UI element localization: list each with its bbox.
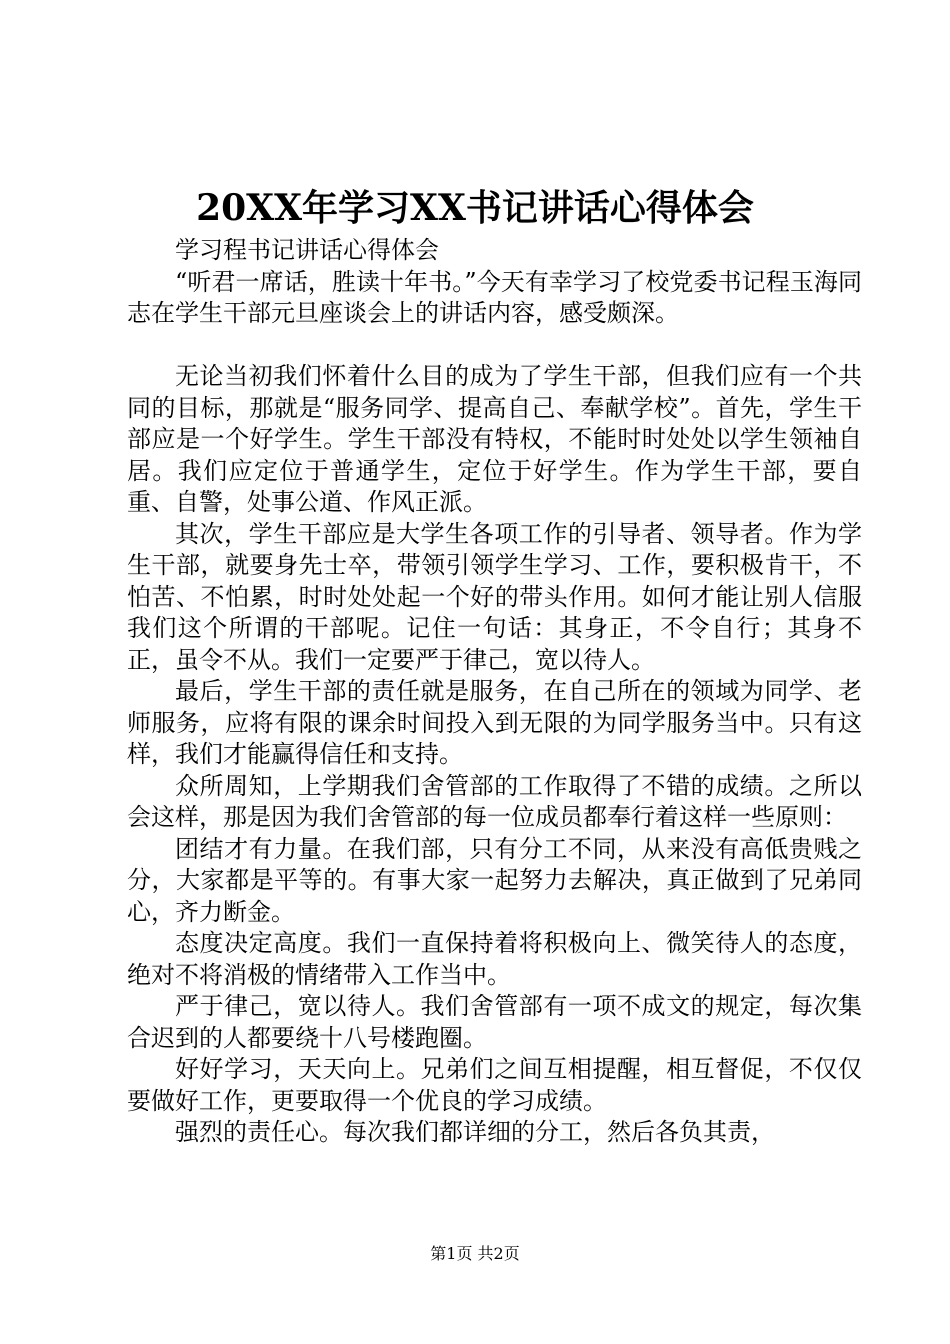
paragraph-intro: “听君一席话，胜读十年书。”今天有幸学习了校党委书记程玉海同志在学生干部元旦座谈会上的讲话内容，感受颇深。	[127, 267, 862, 327]
paragraph: 最后，学生干部的责任就是服务，在自己所在的领域为同学、老师服务，应将有限的课余时间投入到无限的为同学服务当中。只有这样，我们才能赢得信任和支持。	[127, 677, 862, 768]
document-title: 20XX年学习XX书记讲话心得体会	[196, 187, 754, 229]
paragraph: 无论当初我们怀着什么目的成为了学生干部，但我们应有一个共同的目标，那就是“服务同学、提高自己、奉献学校”。首先，学生干部应是一个好学生。学生干部没有特权，不能时时处处以学生领袖自居。我们应定位于普通学生，定位于好学生。作为学生干部，要自重、自警，处事公道、作风正派。	[127, 362, 862, 516]
paragraph: 严于律己，宽以待人。我们舍管部有一项不成文的规定，每次集合迟到的人都要绕十八号楼跑圈。	[127, 992, 862, 1052]
paragraph: 众所周知，上学期我们舍管部的工作取得了不错的成绩。之所以会这样，那是因为我们舍管部的每一位成员都奉行着这样一些原则：	[127, 771, 862, 831]
paragraph: 强烈的责任心。每次我们都详细的分工，然后各负其责，	[175, 1118, 775, 1146]
paragraph: 好好学习，天天向上。兄弟们之间互相提醒，相互督促，不仅仅要做好工作，更要取得一个优良的学习成绩。	[127, 1055, 862, 1115]
paragraph: 其次，学生干部应是大学生各项工作的引导者、领导者。作为学生干部，就要身先士卒，带领引领学生学习、工作，要积极肯干，不怕苦、不怕累，时时处处起一个好的带头作用。如何才能让别人信服我们这个所谓的干部呢。记住一句话：其身正，不令自行；其身不正，虽令不从。我们一定要严于律己，宽以待人。	[127, 519, 862, 674]
document-body	[127, 235, 862, 1149]
paragraph: 团结才有力量。在我们部，只有分工不同，从来没有高低贵贱之分，大家都是平等的。有事大家一起努力去解决，真正做到了兄弟同心，齐力断金。	[127, 834, 862, 926]
paragraph-subtitle: 学习程书记讲话心得体会	[175, 236, 439, 264]
paragraph: 态度决定高度。我们一直保持着将积极向上、微笑待人的态度，绝对不将消极的情绪带入工作当中。	[127, 929, 862, 989]
page-footer: 第1页 共2页	[430, 1244, 520, 1263]
